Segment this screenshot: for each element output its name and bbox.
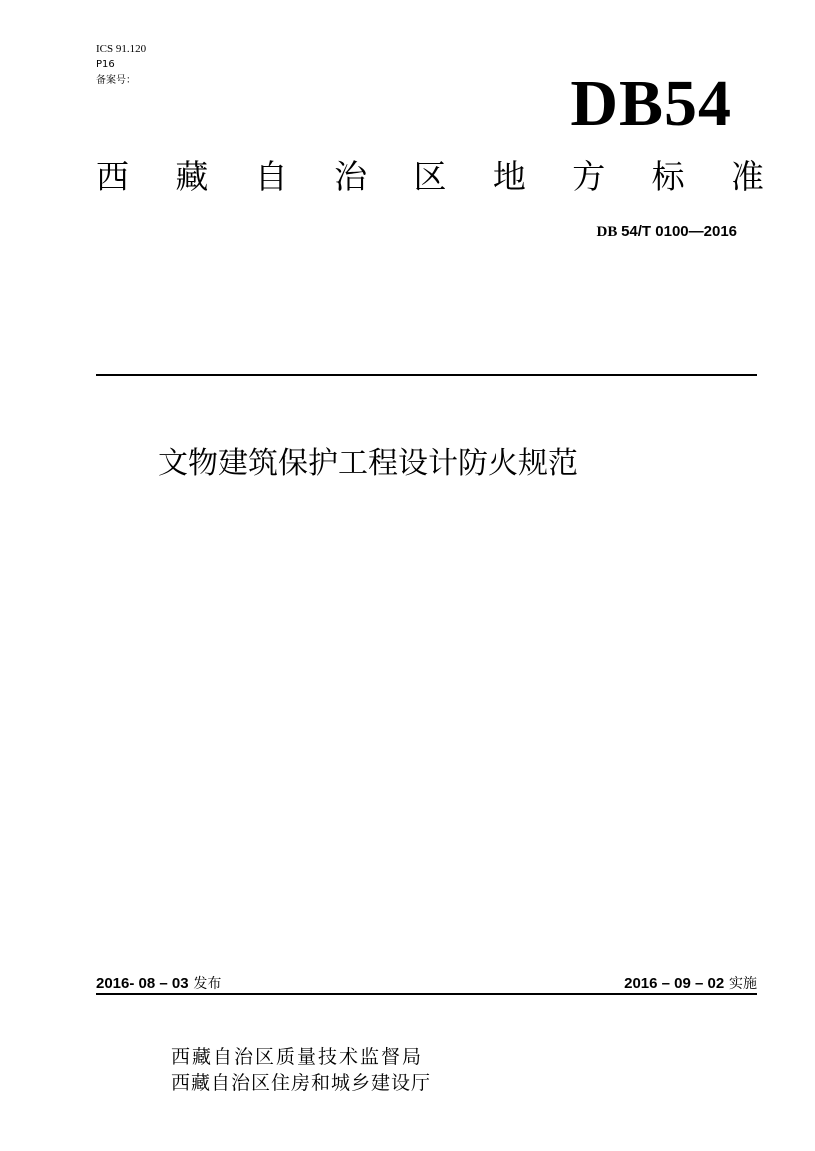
standard-type-char: 准	[731, 157, 764, 196]
issuer-name: 西藏自治区质量技术监督局	[171, 1046, 424, 1068]
standard-type-char: 西	[96, 157, 129, 196]
issuer-name: 西藏自治区住房和城乡建设厅	[171, 1072, 432, 1094]
standard-type-char: 区	[413, 157, 447, 196]
standard-number-value: 54/T 0100—2016	[621, 223, 737, 240]
document-title: 文物建筑保护工程设计防火规范	[158, 446, 578, 481]
record-number-label: 备案号：	[96, 75, 136, 86]
implement-date-value: 2016 – 09 – 02	[624, 975, 725, 992]
standard-type-char: 自	[254, 157, 288, 196]
standard-type-char: 标	[651, 157, 685, 196]
date-row	[96, 972, 757, 994]
standard-type-char: 地	[492, 157, 526, 196]
standard-type-title	[96, 154, 764, 200]
top-divider	[96, 374, 757, 376]
standard-number	[596, 220, 737, 244]
standard-type-char: 治	[334, 157, 368, 196]
implement-label: 实施	[729, 976, 757, 992]
standard-code-logo: DB54	[570, 67, 732, 140]
ccs-code: P16	[96, 59, 115, 70]
ics-code: ICS 91.120	[96, 43, 147, 55]
standard-number-prefix: DB	[596, 224, 618, 240]
issue-date	[96, 972, 221, 995]
bottom-divider	[96, 993, 757, 995]
issue-date-value: 2016- 08 – 03	[96, 975, 189, 992]
issue-label: 发布	[193, 976, 222, 992]
implement-date	[624, 972, 757, 995]
standard-type-char: 方	[572, 157, 606, 196]
standard-type-char: 藏	[175, 157, 209, 196]
